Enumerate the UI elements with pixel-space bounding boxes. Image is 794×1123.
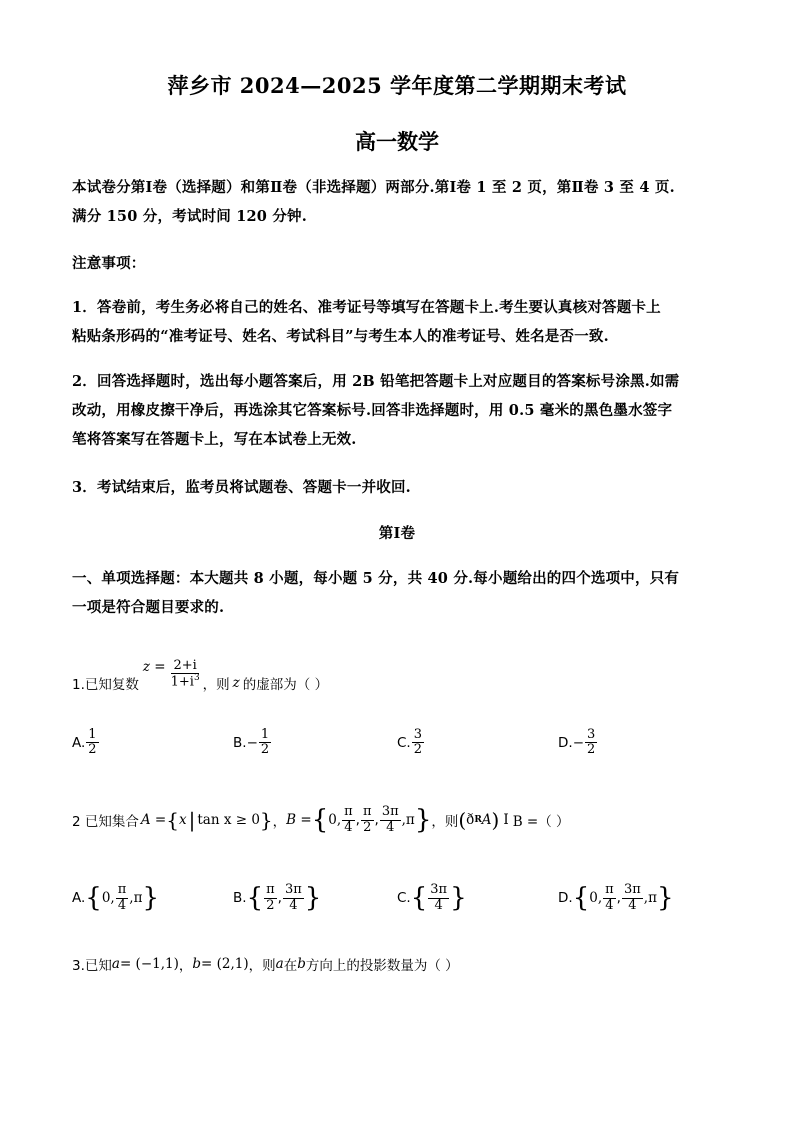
q2-option-b[interactable]: B. { $\frac{\pi}{2}$ , $\frac{3\pi}{4}$ }	[233, 882, 322, 913]
q2-set-a-close-brace: }	[259, 808, 273, 832]
q2-set-b-close-brace: }	[414, 805, 432, 835]
q2-option-d-3pi4-den: 4	[628, 897, 637, 913]
question-3	[72, 952, 459, 976]
note-1-line-2: 粘贴条形码的“准考证号、姓名、考试科目”与考生本人的准考证号、姓名是否一致.	[72, 328, 609, 345]
q2-option-b-open-brace: {	[246, 883, 264, 913]
q2-complement-symbol: ð	[466, 812, 475, 828]
q2-option-b-close-brace: }	[304, 883, 322, 913]
q1-option-a-numerator: 1	[88, 727, 97, 742]
q2-set-b-zero: 0,	[328, 812, 342, 828]
intro-line-1: 本试卷分第Ⅰ卷（选择题）和第Ⅱ卷（非选择题）两部分.第Ⅰ卷 1 至 2 页，第Ⅱ卷 3 至 4 页.	[72, 179, 675, 196]
q3-vector-b-value: = (2,1)	[201, 956, 249, 972]
question-2: 2 已知集合 A = { x | tan x ≥ 0 } ， B = { 0, $\frac{\pi}{4}$ , $\frac{\pi}{2}$ , $\frac{3\pi}{4}$ ,π } ，则 ( ð R A ) I B =（ ）	[72, 804, 570, 835]
q2-option-d-3pi4-num: 3π	[623, 882, 641, 898]
q2-set-b-pi2-den: 2	[363, 819, 372, 835]
q1-option-c[interactable]	[397, 728, 425, 758]
q1-fraction-numerator: 2+i	[173, 657, 197, 673]
q2-option-a-pi4-num: π	[117, 882, 127, 898]
q1-option-d-label: D.	[558, 734, 573, 751]
q1-option-b-minus: −	[246, 734, 258, 751]
notes-heading: 注意事项：	[72, 255, 146, 272]
q3-in: 在	[283, 958, 298, 974]
q1-fraction-denominator: 1+i	[170, 674, 194, 690]
q1-option-a[interactable]	[72, 728, 100, 758]
q2-option-a-label: A.	[72, 890, 86, 906]
note-2-line-3: 笔将答案写在答题卡上，写在本试卷上无效.	[72, 431, 357, 448]
q2-option-d-pi4-den: 4	[605, 897, 614, 913]
q1-prefix: 1.已知复数	[72, 677, 139, 693]
part1-instructions-line-2: 一项是符合题目要求的.	[72, 599, 225, 616]
q2-complement-subscript: R	[474, 815, 482, 825]
q1-option-b-label: B.	[233, 734, 247, 751]
q2-set-b-open-brace: {	[311, 805, 329, 835]
q1-option-b-denominator: 2	[260, 742, 270, 758]
q2-b-equals: B =（ ）	[512, 814, 570, 830]
q2-option-c-close-brace: }	[450, 883, 467, 913]
q3-prefix: 3.已知	[72, 958, 112, 974]
note-2-line-2: 改动，用橡皮擦干净后，再选涂其它答案标号.回答非选择题时，用 0.5 毫米的黑色墨水签字	[72, 402, 673, 419]
q3-suffix: 方向上的投影数量为（ ）	[305, 958, 459, 974]
q2-set-b-pi4-num: π	[344, 804, 353, 820]
q2-b-def: B =	[286, 812, 312, 828]
q1-suffix-b: 的虚部为（ ）	[242, 677, 329, 693]
note-3: 3．考试结束后，监考员将试题卷、答题卡一并收回.	[72, 479, 411, 496]
q2-option-b-pi2-num: π	[266, 882, 275, 898]
q2-paren-close: )	[491, 808, 500, 832]
q2-set-a-bar: |	[188, 808, 196, 832]
q2-option-d-pi4-num: π	[605, 882, 614, 898]
q2-option-a-open-brace: {	[85, 883, 102, 913]
exam-subject: 高一数学	[355, 129, 439, 154]
q2-option-b-label: B.	[233, 890, 247, 906]
q1-z: z	[232, 675, 240, 691]
q1-option-a-label: A.	[72, 734, 86, 751]
q2-intersection: I	[503, 812, 509, 828]
q3-vector-b-ref: b	[297, 956, 306, 972]
q2-comma: ，	[272, 814, 287, 830]
q2-option-d-open-brace: {	[572, 883, 590, 913]
q2-option-d-close-brace: }	[656, 883, 674, 913]
q2-option-a-close-brace: }	[142, 883, 159, 913]
q1-option-d-numerator: 3	[587, 727, 596, 742]
q1-option-c-denominator: 2	[413, 742, 422, 758]
q1-option-c-label: C.	[397, 734, 411, 751]
q1-option-b-numerator: 1	[260, 727, 270, 742]
q2-complement-set: A	[481, 812, 492, 828]
q2-set-b-pi-end: ,π	[401, 812, 415, 828]
q2-prefix: 2 已知集合	[72, 814, 139, 830]
q3-then: ，则	[248, 958, 276, 974]
question-1	[72, 649, 328, 699]
q2-option-d-pi-end: ,π	[643, 890, 657, 906]
q2-option-a-pi4-den: 4	[117, 897, 127, 913]
q2-paren-open: (	[458, 808, 467, 832]
q1-option-b[interactable]	[233, 728, 272, 758]
q1-option-a-denominator: 2	[88, 742, 97, 758]
q2-option-d-label: D.	[558, 890, 573, 906]
intro-line-2: 满分 150 分，考试时间 120 分钟.	[72, 208, 307, 225]
q2-option-a-zero: 0,	[101, 890, 115, 906]
q2-set-a-var: x	[178, 812, 187, 828]
q2-set-a-condition: tan x ≥ 0	[197, 812, 260, 828]
q2-option-c[interactable]	[397, 878, 467, 918]
q2-set-b-pi4-den: 4	[344, 819, 353, 835]
q2-set-b-3pi4-den: 4	[386, 819, 395, 835]
q2-option-c-open-brace: {	[410, 883, 428, 913]
q1-option-d-minus: −	[572, 734, 584, 751]
q2-set-b-pi2-num: π	[362, 804, 372, 820]
q2-option-c-label: C.	[397, 890, 411, 906]
q2-set-b-3pi4-num: 3π	[381, 804, 399, 820]
q3-vector-a: a	[111, 956, 120, 972]
q2-set-a-open-brace: {	[166, 808, 179, 832]
q1-option-d[interactable]	[558, 728, 598, 758]
q2-a-def: A =	[140, 812, 167, 828]
q3-vector-b: b	[192, 956, 202, 972]
q1-suffix-a: ，则	[202, 677, 230, 693]
q1-option-c-numerator: 3	[413, 727, 422, 742]
volume-heading: 第Ⅰ卷	[378, 525, 416, 542]
q3-comma: ，	[178, 958, 193, 974]
q2-option-c-3pi4-den: 4	[434, 897, 443, 913]
q3-vector-a-ref: a	[275, 956, 284, 972]
q2-option-a-pi-end: ,π	[129, 890, 143, 906]
q2-option-d-zero: 0,	[589, 890, 603, 906]
q2-option-b-3pi4-num: 3π	[284, 882, 302, 898]
q2-option-b-pi2-den: 2	[266, 897, 275, 913]
q2-option-c-3pi4-num: 3π	[430, 882, 448, 898]
q1-option-d-denominator: 2	[587, 742, 596, 758]
part1-instructions-line-1: 一、单项选择题：本大题共 8 小题，每小题 5 分，共 40 分.每小题给出的四个选项中，只有	[72, 570, 680, 587]
q2-option-d[interactable]: D. { 0, $\frac{\pi}{4}$ , $\frac{3\pi}{4}$ ,π }	[558, 882, 674, 913]
q2-option-a[interactable]	[72, 878, 159, 918]
q1-z-equals: z =	[142, 658, 166, 675]
q2-then: ，则	[431, 814, 459, 830]
exam-title: 萍乡市 2024—2025 学年度第二学期期末考试	[167, 73, 627, 98]
q2-option-b-3pi4-den: 4	[289, 897, 298, 913]
note-1-line-1: 1．答卷前，考生务必将自己的姓名、准考证号等填写在答题卡上.考生要认真核对答题卡上	[72, 299, 661, 316]
q3-vector-a-value: = (−1,1)	[119, 956, 179, 972]
note-2-line-1: 2．回答选择题时，选出每小题答案后，用 2B 铅笔把答题卡上对应题目的答案标号涂黑.如需	[72, 373, 680, 390]
q1-denominator-exponent: 3	[193, 672, 200, 683]
